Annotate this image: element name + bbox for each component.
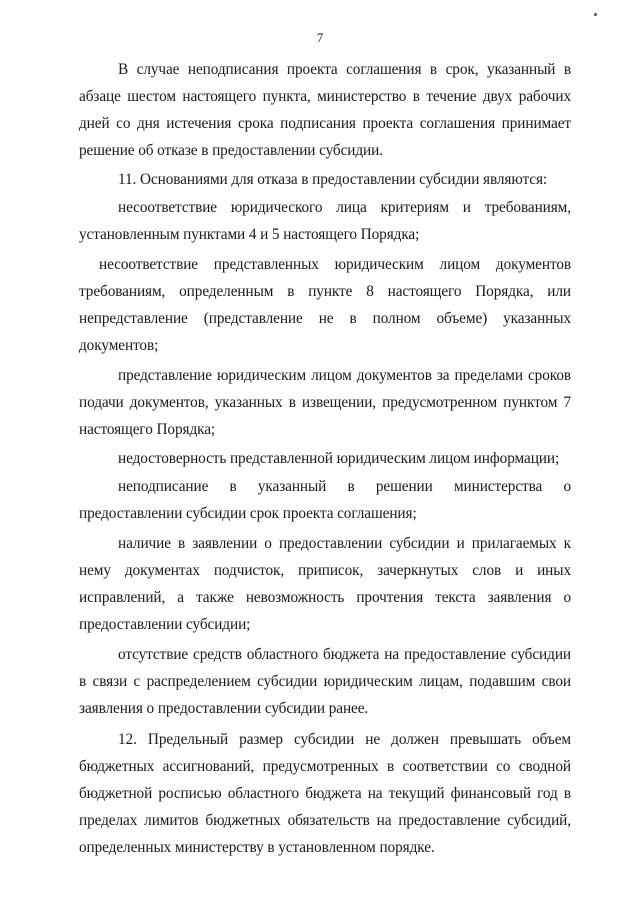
document-body bbox=[79, 56, 571, 861]
paragraph-11-refusal-grounds: 11. Основаниями для отказа в предоставлении субсидии являются: bbox=[118, 171, 548, 188]
refusal-ground-corrections-in-application: наличие в заявлении о предоставлении субсидии и прилагаемых к нему документах подчисток, приписок, зачеркнутых слов и иных исправлений, а также невозможность прочтения текста заявления о предоставлении субсидии; bbox=[79, 535, 571, 633]
refusal-ground-criteria-mismatch: несоответствие юридического лица критериям и требованиям, установленным пунктами 4 и 5 настоящего Порядка; bbox=[79, 199, 571, 243]
refusal-ground-agreement-not-signed: неподписание в указанный в решении министерства о предоставлении субсидии срок проекта соглашения; bbox=[79, 478, 571, 522]
refusal-ground-late-submission: представление юридическим лицом документов за пределами сроков подачи документов, указанных в извещении, предусмотренном пунктом 7 настоящего Порядка; bbox=[79, 367, 571, 438]
paragraph-12-subsidy-limit: 12. Предельный размер субсидии не должен превышать объем бюджетных ассигнований, предусмотренных в соответствии со сводной бюджетной росписью областного бюджета на текущий финансовый год в пределах лимитов бюджетных обязательств на предоставление субсидий, определенных министерству в установленном порядке. bbox=[79, 731, 571, 856]
paragraph-refusal-unsigned-agreement: В случае неподписания проекта соглашения в срок, указанный в абзаце шестом настоящего пункта, министерство в течение двух рабочих дней со дня истечения срока подписания проекта соглашения принимает решение об отказе в предоставлении субсидии. bbox=[79, 61, 571, 159]
refusal-ground-false-information: недостоверность представленной юридическим лицом информации; bbox=[118, 450, 560, 467]
page-number: 7 bbox=[316, 30, 324, 45]
refusal-ground-documents-mismatch: несоответствие представленных юридическим лицом документов требованиям, определенным в пункте 8 настоящего Порядка, или непредставление (представление не в полном объеме) указанных документов; bbox=[79, 256, 571, 354]
refusal-ground-no-budget-funds: отсутствие средств областного бюджета на предоставление субсидии в связи с распределением субсидии юридическим лицам, подавшим свои заявления о предоставлении субсидии ранее. bbox=[79, 646, 571, 717]
scan-speck bbox=[594, 13, 597, 16]
